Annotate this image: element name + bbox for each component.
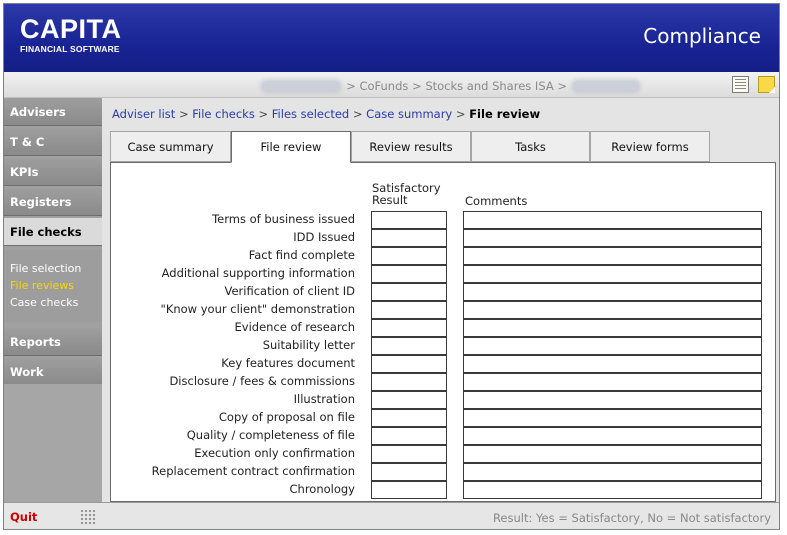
breadcrumb-files-selected[interactable]: Files selected (271, 107, 350, 121)
row-label: Disclosure / fees & commissions (169, 374, 355, 388)
review-row (111, 265, 777, 283)
row-label: Suitability letter (262, 338, 355, 352)
result-header-line1: Satisfactory (372, 181, 441, 195)
sidebar-item-kpis[interactable]: KPIs (4, 158, 102, 186)
context-bar (4, 72, 779, 98)
row-label: Fact find complete (248, 248, 355, 262)
quit-button[interactable]: Quit (10, 510, 38, 524)
review-row (111, 409, 777, 427)
result-legend: Result: Yes = Satisfactory, No = Not satisfactory (492, 511, 771, 525)
review-row (111, 211, 777, 229)
review-row (111, 445, 777, 463)
row-label: "Know your client" demonstration (160, 302, 355, 316)
file-review-panel (110, 162, 776, 502)
comment-field[interactable] (463, 391, 762, 409)
result-field[interactable] (371, 283, 447, 301)
comment-field[interactable] (463, 445, 762, 463)
row-label: Quality / completeness of file (186, 428, 355, 442)
sidebar-item-tc[interactable]: T & C (4, 128, 102, 156)
review-row (111, 229, 777, 247)
sidebar-filler (4, 384, 102, 502)
row-label: Replacement contract confirmation (151, 464, 355, 478)
result-field[interactable] (371, 319, 447, 337)
sidebar (4, 98, 102, 502)
context-path (262, 79, 639, 93)
logo-brand: CAPITA (20, 14, 122, 44)
review-row (111, 247, 777, 265)
result-field[interactable] (371, 445, 447, 463)
row-label: Key features document (221, 356, 355, 370)
header-bar (4, 4, 779, 72)
sticky-note-icon[interactable] (758, 76, 775, 93)
status-footer (102, 502, 779, 530)
app-title: Compliance (643, 24, 761, 48)
breadcrumb-file-checks[interactable]: File checks (192, 107, 255, 121)
result-field[interactable] (371, 355, 447, 373)
result-column-header (372, 182, 441, 206)
comment-field[interactable] (463, 229, 762, 247)
review-row (111, 301, 777, 319)
sidebar-item-file-checks[interactable]: File checks (4, 218, 102, 246)
comment-field[interactable] (463, 301, 762, 319)
file-checks-submenu (4, 250, 102, 322)
tab-review-results[interactable]: Review results (351, 131, 471, 162)
submenu-case-checks[interactable]: Case checks (10, 296, 79, 309)
result-field[interactable] (371, 265, 447, 283)
result-field[interactable] (371, 463, 447, 481)
sidebar-item-work[interactable]: Work (4, 358, 102, 386)
row-label: Verification of client ID (224, 284, 355, 298)
comment-field[interactable] (463, 319, 762, 337)
row-label: Evidence of research (234, 320, 355, 334)
result-field[interactable] (371, 247, 447, 265)
comment-field[interactable] (463, 265, 762, 283)
context-path-text: > CoFunds > Stocks and Shares ISA > (346, 79, 567, 93)
result-field[interactable] (371, 427, 447, 445)
comment-field[interactable] (463, 337, 762, 355)
review-row (111, 373, 777, 391)
redacted-policy-ref (573, 81, 639, 92)
result-field[interactable] (371, 391, 447, 409)
table-view-icon[interactable] (732, 76, 749, 93)
review-row (111, 355, 777, 373)
review-row (111, 283, 777, 301)
result-field[interactable] (371, 301, 447, 319)
breadcrumb-separator: > (258, 107, 269, 121)
comment-field[interactable] (463, 463, 762, 481)
breadcrumb-current: File review (469, 107, 541, 121)
tab-file-review[interactable]: File review (231, 131, 351, 163)
result-field[interactable] (371, 373, 447, 391)
comment-field[interactable] (463, 355, 762, 373)
review-row (111, 337, 777, 355)
comment-field[interactable] (463, 373, 762, 391)
row-label: IDD Issued (293, 230, 355, 244)
submenu-file-reviews[interactable]: File reviews (10, 279, 75, 292)
breadcrumb-adviser-list[interactable]: Adviser list (112, 107, 176, 121)
application-window (3, 3, 780, 530)
result-field[interactable] (371, 229, 447, 247)
row-label: Copy of proposal on file (218, 410, 355, 424)
row-label: Chronology (289, 482, 355, 496)
tab-tasks[interactable]: Tasks (471, 131, 590, 162)
result-field[interactable] (371, 409, 447, 427)
sidebar-item-registers[interactable]: Registers (4, 188, 102, 216)
comment-field[interactable] (463, 283, 762, 301)
breadcrumb (112, 107, 540, 121)
comment-field[interactable] (463, 427, 762, 445)
comments-column-header: Comments (465, 194, 528, 208)
result-field[interactable] (371, 337, 447, 355)
review-row (111, 391, 777, 409)
review-row (111, 319, 777, 337)
comment-field[interactable] (463, 481, 762, 499)
row-label: Additional supporting information (161, 266, 355, 280)
result-field[interactable] (371, 211, 447, 229)
comment-field[interactable] (463, 247, 762, 265)
review-row (111, 463, 777, 481)
logo-subtitle: FINANCIAL SOFTWARE (20, 44, 120, 54)
breadcrumb-separator: > (178, 107, 189, 121)
submenu-file-selection[interactable]: File selection (10, 262, 82, 275)
comment-field[interactable] (463, 409, 762, 427)
comment-field[interactable] (463, 211, 762, 229)
tab-case-summary[interactable]: Case summary (110, 131, 231, 162)
breadcrumb-separator: > (352, 107, 363, 121)
grid-icon[interactable] (80, 509, 96, 525)
redacted-client-name (262, 81, 340, 92)
sidebar-item-advisers[interactable]: Advisers (4, 98, 102, 126)
review-row (111, 481, 777, 499)
result-header-line2: Result (372, 193, 408, 207)
tab-review-forms[interactable]: Review forms (590, 131, 710, 162)
main-content (102, 98, 779, 502)
quit-bar (4, 502, 102, 530)
review-row (111, 427, 777, 445)
row-label: Execution only confirmation (194, 446, 355, 460)
breadcrumb-separator: > (455, 107, 466, 121)
capita-logo (20, 15, 122, 54)
row-label: Terms of business issued (212, 212, 355, 226)
sidebar-item-reports[interactable]: Reports (4, 328, 102, 356)
breadcrumb-case-summary[interactable]: Case summary (366, 107, 453, 121)
result-field[interactable] (371, 481, 447, 499)
row-label: Illustration (293, 392, 355, 406)
toolbar-icons (728, 76, 775, 95)
